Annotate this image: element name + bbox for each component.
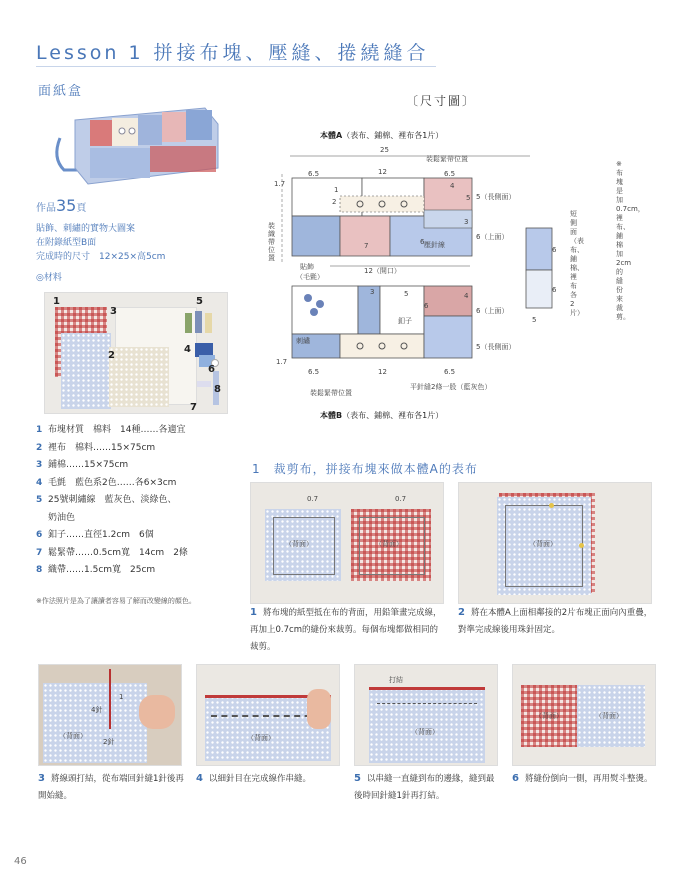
photo-note: ※作法照片是為了讓讀者容易了解而改變線的顏色。 (36, 597, 196, 605)
dim-65-right: 6.5 (444, 170, 456, 178)
thread-grey (195, 311, 202, 333)
back-label: （背面） (411, 728, 439, 736)
label-4: 4針 (91, 706, 103, 714)
label-long-side-b: 5（長側面） (476, 343, 516, 351)
step-2-text: 2 將在本體A上面相鄰接的2片布塊正面向內重疊，對準完成線後用珠針固定。 (458, 607, 653, 635)
lesson-title-cn: 拼接布塊、壓縫、捲繞縫合 (153, 42, 430, 64)
dim-12-b: 12 (378, 368, 387, 376)
dim-12: 12 (378, 168, 387, 176)
dim-65-right-b: 6.5 (444, 368, 456, 376)
diagram-num: 3 (370, 288, 375, 296)
seam-allowance-note: ※布塊是加0.7cm，裡布、鋪棉加2cm的縫份來裁剪。 (616, 160, 645, 321)
zip-pos-top: 裝鬆緊帶位置 (426, 155, 468, 163)
label-ribbon-pos: 裝織帶位置 (268, 222, 275, 262)
label-2: 2針 (103, 738, 115, 746)
b-patch-top (424, 286, 472, 316)
fabric-blue (61, 333, 111, 409)
photo-num-4: 4 (184, 344, 191, 355)
material-item: 奶油色 (48, 512, 76, 523)
materials-photo (44, 292, 228, 414)
step-5-text: 5 以串縫一直縫到布的邊緣，縫到最後時回針縫1針再打結。 (354, 773, 495, 801)
dim-5: 5 (532, 316, 537, 324)
page-number: 46 (14, 856, 27, 867)
body-a-caption: 本體A（表布、鋪棉、裡布各1片） (320, 131, 444, 140)
a-patch-left (292, 216, 340, 256)
ref-label: 作品 (36, 203, 56, 214)
step3-photo (38, 664, 182, 766)
finger (307, 689, 331, 729)
short-side-bottom (526, 270, 552, 308)
running-stitch (211, 715, 321, 717)
step5-photo (354, 664, 498, 766)
photo-num-6: 6 (208, 364, 215, 375)
button-2 (129, 128, 135, 134)
patch-pink (162, 112, 186, 142)
diagram-num: 4 (450, 182, 455, 190)
materials-list (36, 422, 236, 580)
dim-17: 1.7 (274, 180, 286, 188)
a-button-strip (340, 196, 424, 212)
patch-side2 (150, 146, 216, 172)
label-embroidery: 刺繡 (296, 337, 310, 345)
label-stitch: 平針縫2條一股（藍灰色） (410, 383, 492, 391)
lesson-title (36, 38, 430, 65)
ref-page: 35 (56, 196, 77, 215)
back-label: （背面） (595, 712, 623, 720)
pin-head (549, 503, 554, 508)
step4-photo (196, 664, 340, 766)
patch-red (90, 120, 112, 146)
patch-navy (186, 110, 212, 140)
title-rule (36, 66, 436, 67)
patch-blue (138, 115, 162, 145)
patch-side1 (90, 148, 150, 178)
dim-25: 25 (380, 146, 389, 154)
back-label: （背面） (535, 712, 563, 720)
running-stitch (377, 703, 477, 704)
step2-photo (458, 482, 652, 604)
label-long-side: 5（長側面） (476, 193, 516, 201)
back-label: （背面） (529, 540, 557, 548)
diagram-num: 6 (420, 238, 425, 246)
diagram-num: 5 (404, 290, 409, 298)
b-applique (292, 286, 358, 334)
felt-circle-2 (316, 300, 324, 308)
feature-line: 在附錄紙型B面 (36, 238, 97, 248)
body-b-caption: 本體B（表布、鋪棉、裡布各1片） (320, 411, 444, 420)
back-label: （背面） (285, 540, 313, 548)
thread-green (185, 313, 192, 333)
label-top: 6（上面） (476, 233, 509, 241)
project-subtitle: 面紙盒 (38, 84, 84, 99)
dim-6a: 6 (552, 246, 557, 254)
photo-num-7: 7 (190, 402, 197, 413)
a-patch-7 (340, 216, 390, 256)
b-patch-long (424, 316, 472, 358)
ref-suffix: 頁 (76, 203, 87, 214)
pin-head (579, 543, 584, 548)
photo-num-2: 2 (108, 350, 115, 361)
back-label: （背面） (247, 734, 275, 742)
label-1: 1 (119, 693, 124, 701)
material-item: 3 鋪棉……15×75cm (36, 460, 129, 470)
material-item: 6 釦子……直徑1.2cm 6個 (36, 530, 154, 540)
step-3-text: 3 將線頭打結，從布端回針縫1針後再開始縫。 (38, 773, 184, 801)
diagram-num: 1 (334, 186, 339, 194)
work-reference (36, 196, 86, 215)
b-button-strip (340, 334, 424, 358)
step-section-title: 1 裁剪布，拼接布塊來做本體A的表布 (252, 462, 478, 476)
photo-num-5: 5 (196, 296, 203, 307)
dim-6b: 6 (552, 286, 557, 294)
photo-num-3: 3 (110, 306, 117, 317)
diagram-num: 4 (464, 292, 469, 300)
short-side-top (526, 228, 552, 270)
label-opening: 12（開口） (364, 267, 401, 275)
label-top-b: 6（上面） (476, 307, 509, 315)
step6-photo (512, 664, 656, 766)
step1-photo (250, 482, 444, 604)
diagram-num: 3 (464, 218, 469, 226)
material-item: 5 25號刺繡線 藍灰色、淡綠色、 (36, 495, 177, 505)
red-edge (369, 687, 485, 690)
diagram-num: 2 (332, 198, 337, 206)
diagram-num: 7 (364, 242, 369, 250)
diagram-num: 6 (424, 302, 429, 310)
photo-num-1: 1 (53, 296, 60, 307)
material-item: 8 織帶……1.5cm寬 25cm (36, 565, 156, 575)
short-side-title: 短側面（表布、鋪棉、裡布各2片） (570, 210, 584, 317)
diagram-num: 5 (466, 194, 471, 202)
materials-heading: ◎材料 (36, 273, 62, 283)
fabric (369, 687, 485, 763)
label-button: 釦子 (398, 317, 412, 325)
label-applique: 貼飾 (300, 263, 314, 271)
felt-circle-1 (304, 294, 312, 302)
material-item: 1 布塊材質 棉料 14種……各適宜 (36, 425, 186, 435)
feature-line: 完成時的尺寸 12×25×高5cm (36, 252, 166, 262)
button-1 (119, 128, 125, 134)
label-felt: （毛氈） (296, 273, 324, 281)
elastic (197, 381, 211, 387)
fabric (43, 683, 147, 763)
photo-num-8: 8 (214, 384, 221, 395)
dim-17-b: 1.7 (276, 358, 288, 366)
back-label: （背面） (375, 540, 403, 548)
material-item: 7 鬆緊帶……0.5cm寬 14cm 2條 (36, 547, 188, 558)
thread (109, 669, 111, 729)
back-label: （背面） (59, 732, 87, 740)
feature-line: 貼飾、刺繡的實物大圖案 (36, 224, 136, 234)
lesson-number: Lesson 1 (36, 42, 144, 64)
thread-cream (205, 313, 212, 333)
lining (109, 347, 169, 407)
step-1-text: 1 將布塊的紙型抵在布的背面，用鉛筆畫完成線，再加上0.7cm的縫份來裁剪。每個布塊都做相同的裁剪。 (250, 607, 442, 652)
seam-label: 0.7 (395, 495, 407, 503)
tissue-box-photo (50, 98, 220, 190)
seam-label: 0.7 (307, 495, 319, 503)
material-item: 4 毛氈 藍色系2色……各6×3cm (36, 477, 177, 488)
dim-65-left-b: 6.5 (308, 368, 320, 376)
zip-pos-bottom: 裝鬆緊帶位置 (310, 389, 352, 397)
step-6-text: 6 將縫份倒向一側，再用熨斗整燙。 (512, 773, 653, 784)
b-patch-3 (358, 286, 380, 334)
feature-notes (36, 222, 165, 264)
knot-label: 打結 (389, 676, 403, 684)
label-quilting: 壓針線 (424, 241, 445, 249)
b-patch-5 (380, 286, 424, 334)
material-item: 2 裡布 棉料……15×75cm (36, 442, 156, 453)
diagram-title: 〔尺寸圖〕 (406, 94, 477, 108)
step-4-text: 4 以細針目在完成線作串縫。 (196, 773, 311, 784)
dim-65-left: 6.5 (308, 170, 320, 178)
finger (139, 695, 175, 729)
felt-circle-3 (310, 308, 318, 316)
